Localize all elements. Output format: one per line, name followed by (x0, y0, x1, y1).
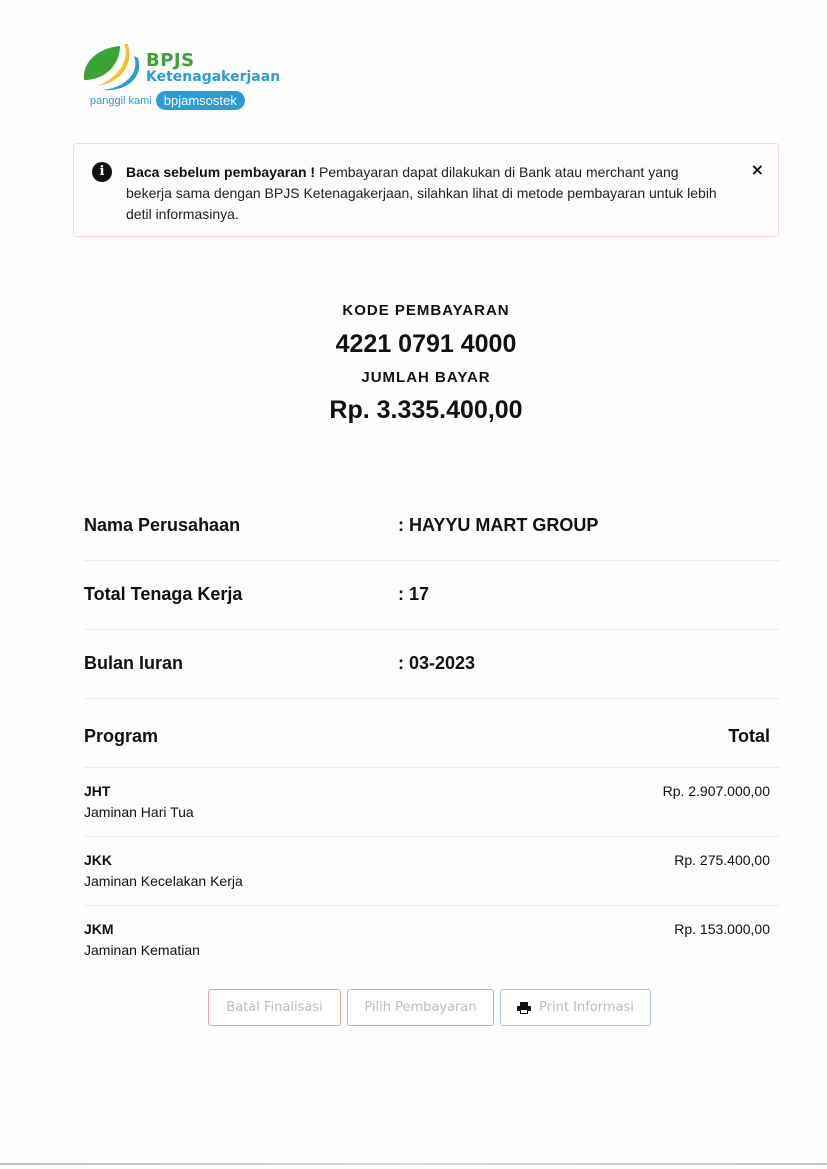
printer-icon (517, 1002, 531, 1014)
info-row-company (84, 492, 780, 561)
info-label: Bulan Iuran (84, 653, 184, 673)
program-total: Rp. 275.400,00 (674, 852, 770, 868)
payment-code-value: 4221 0791 4000 (335, 330, 517, 358)
program-code: JKK (84, 852, 113, 868)
action-buttons (208, 989, 651, 1026)
bpjs-logo (80, 42, 290, 112)
program-table-header (84, 699, 780, 768)
program-name: Jaminan Kecelakan Kerja (84, 873, 243, 889)
amount-label: JUMLAH BAYAR (361, 369, 491, 386)
program-total: Rp. 2.907.000,00 (662, 783, 770, 799)
amount-value: Rp. 3.335.400,00 (329, 396, 523, 424)
info-value: : HAYYU MART GROUP (398, 515, 599, 535)
info-circle-icon: i (92, 162, 112, 182)
program-code: JKM (84, 921, 114, 937)
info-row-month (84, 630, 780, 699)
program-row-jkk (84, 837, 780, 906)
choose-payment-label: Pilih Pembayaran (364, 1000, 477, 1015)
info-value: : 03-2023 (398, 653, 476, 673)
logo-tagline-text: panggil kami (90, 94, 152, 107)
program-total: Rp. 153.000,00 (674, 921, 770, 937)
cancel-finalization-label: Batal Finalisasi (226, 1000, 323, 1015)
info-value: : 17 (398, 584, 430, 604)
logo-brand: BPJS (146, 50, 195, 71)
program-name: Jaminan Hari Tua (84, 804, 194, 820)
choose-payment-button[interactable] (347, 989, 494, 1026)
alert-text (126, 162, 726, 225)
info-row-workers (84, 561, 780, 630)
info-label: Nama Perusahaan (84, 515, 241, 535)
alert-message: Pembayaran dapat dilakukan di Bank atau merchant yang bekerja sama dengan BPJS Ketenagakerjaan, silahkan lihat di metode pembayaran untuk lebih detil informasinya. (126, 164, 717, 222)
logo-tagline (90, 91, 245, 110)
alert-title: Baca sebelum pembayaran ! (126, 164, 316, 180)
cancel-finalization-button[interactable] (208, 989, 341, 1026)
payment-info-alert (73, 143, 779, 237)
program-row-jht (84, 768, 780, 837)
logo-pill: bpjamsostek (156, 91, 245, 110)
page-bottom-edge (0, 1163, 827, 1165)
bpjs-leaf-icon (80, 42, 144, 92)
program-row-jkm (84, 906, 780, 974)
payment-details (84, 492, 780, 974)
program-column-header: Program (84, 726, 159, 746)
info-label: Total Tenaga Kerja (84, 584, 243, 604)
print-information-button[interactable] (500, 989, 651, 1026)
payment-code-label: KODE PEMBAYARAN (342, 302, 510, 319)
program-name: Jaminan Kematian (84, 942, 200, 958)
print-information-label: Print Informasi (539, 1000, 634, 1015)
logo-subtitle: Ketenagakerjaan (146, 69, 281, 85)
total-column-header: Total (728, 726, 770, 746)
program-code: JHT (84, 783, 111, 799)
close-icon[interactable]: × (750, 160, 764, 179)
